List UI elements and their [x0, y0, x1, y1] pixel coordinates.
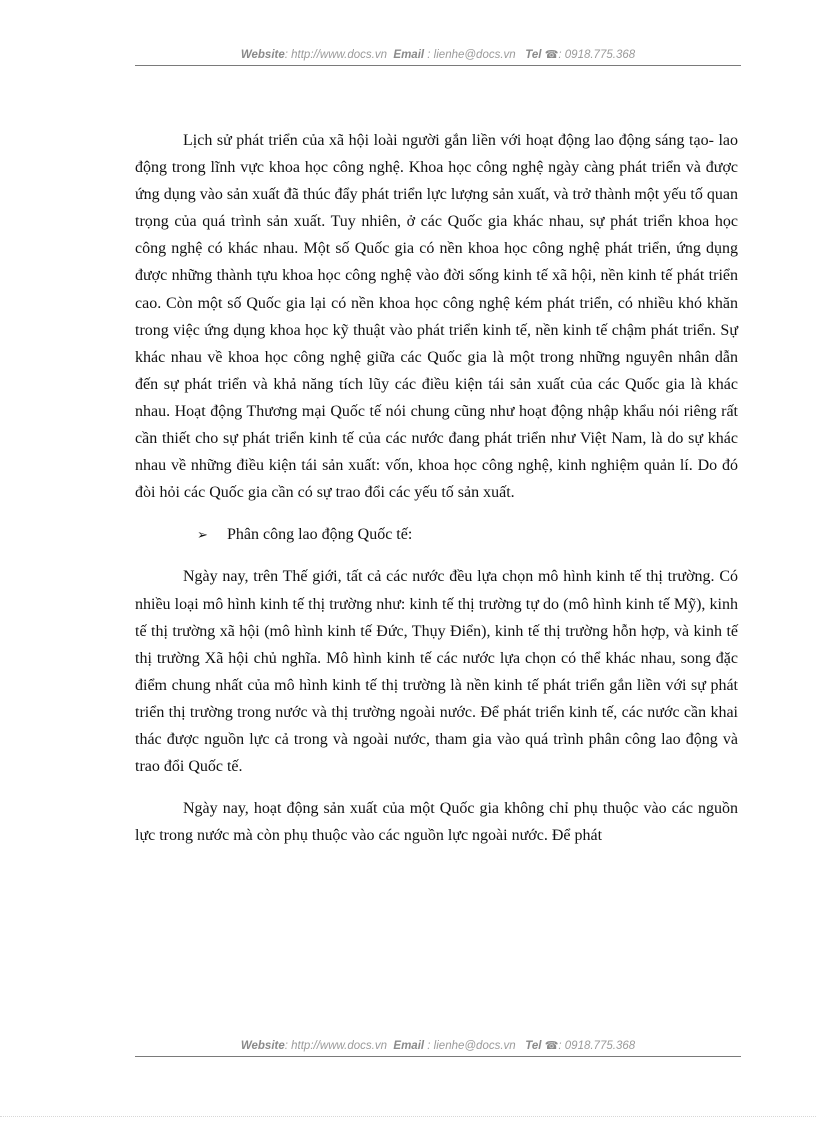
paragraph-3: Ngày nay, hoạt động sản xuất của một Quốc gia không chỉ phụ thuộc vào các nguồn lực trong nước mà còn phụ thuộc vào các nguồn lực ngoài nước. Để phát: [135, 800, 738, 845]
footer-email-label: Email: [393, 1040, 425, 1052]
document-body: [135, 127, 738, 849]
email-label: Email: [393, 49, 425, 61]
footer-website-value: : http://www.docs.vn: [284, 1040, 388, 1052]
header-rule: [135, 65, 741, 66]
footer-phone-icon: ☎: [544, 1040, 559, 1052]
website-value: : http://www.docs.vn: [284, 49, 388, 61]
bullet-heading-text: Phân công lao động Quốc tế:: [227, 526, 413, 544]
page-edge: [0, 1116, 816, 1117]
page-footer: [135, 1039, 741, 1053]
footer-tel-label: Tel: [525, 1040, 542, 1052]
footer-tel-value: : 0918.775.368: [558, 1040, 636, 1052]
arrow-bullet-icon: ➢: [197, 527, 208, 543]
tel-label: Tel: [525, 49, 542, 61]
email-value: : lienhe@docs.vn: [427, 49, 516, 61]
page-header: [135, 48, 741, 62]
website-label: Website: [240, 49, 285, 61]
paragraph-1: Lịch sử phát triển của xã hội loài người gắn liền với hoạt động lao động sáng tạo- lao động trong lĩnh vực khoa học công nghệ. Khoa học công nghệ ngày càng phát triển và được ứng dụng vào sản xuất đã thúc đẩy phát triển lực lượng sản xuất, và trở thành một yếu tố quan trọng của quá trình sản xuất. Tuy nhiên, ở các Quốc gia khác nhau, sự phát triển khoa học công nghệ có khác nhau. Một số Quốc gia có nền khoa học công nghệ phát triển, ứng dụng được những thành tựu khoa học công nghệ vào đời sống kinh tế xã hội, nền kinh tế phát triển cao. Còn một số Quốc gia lại có nền khoa học công nghệ kém phát triển, có nhiều khó khăn trong việc ứng dụng khoa học kỹ thuật vào phát triển kinh tế, nền kinh tế chậm phát triển. Sự khác nhau về khoa học công nghệ giữa các Quốc gia là một trong những nguyên nhân dẫn đến sự phát triển và khả năng tích lũy các điều kiện tái sản xuất của các Quốc gia là khác nhau. Hoạt động Thương mại Quốc tế nói chung cũng như hoạt động nhập khẩu nói riêng rất cần thiết cho sự phát triển kinh tế của các nước đang phát triển như Việt Nam, là do sự khác nhau về những điều kiện tái sản xuất: vốn, khoa học công nghệ, kinh nghiệm quản lí. Do đó đòi hỏi các Quốc gia cần có sự trao đổi các yếu tố sản xuất.: [135, 132, 738, 502]
footer-rule: [135, 1056, 741, 1057]
bullet-heading: [135, 521, 738, 548]
footer-email-value: : lienhe@docs.vn: [427, 1040, 516, 1052]
tel-value: : 0918.775.368: [558, 49, 636, 61]
paragraph-2: Ngày nay, trên Thế giới, tất cả các nước đều lựa chọn mô hình kinh tế thị trường. Có nhiều loại mô hình kinh tế thị trường như: kinh tế thị trường tự do (mô hình kinh tế Mỹ), kinh tế thị trường xã hội (mô hình kinh tế Đức, Thụy Điển), kinh tế thị trường hỗn hợp, và kinh tế thị trường Xã hội chủ nghĩa. Mô hình kinh tế các nước lựa chọn có thể khác nhau, song đặc điểm chung nhất của mô hình kinh tế thị trường là nền kinh tế phát triển gắn liền với sự phát triển thị trường trong nước và thị trường ngoài nước. Để phát triển kinh tế, các nước cần khai thác được nguồn lực cả trong và ngoài nước, tham gia vào quá trình phân công lao động và trao đổi Quốc tế.: [135, 568, 738, 776]
footer-website-label: Website: [240, 1040, 285, 1052]
phone-icon: ☎: [544, 49, 559, 61]
